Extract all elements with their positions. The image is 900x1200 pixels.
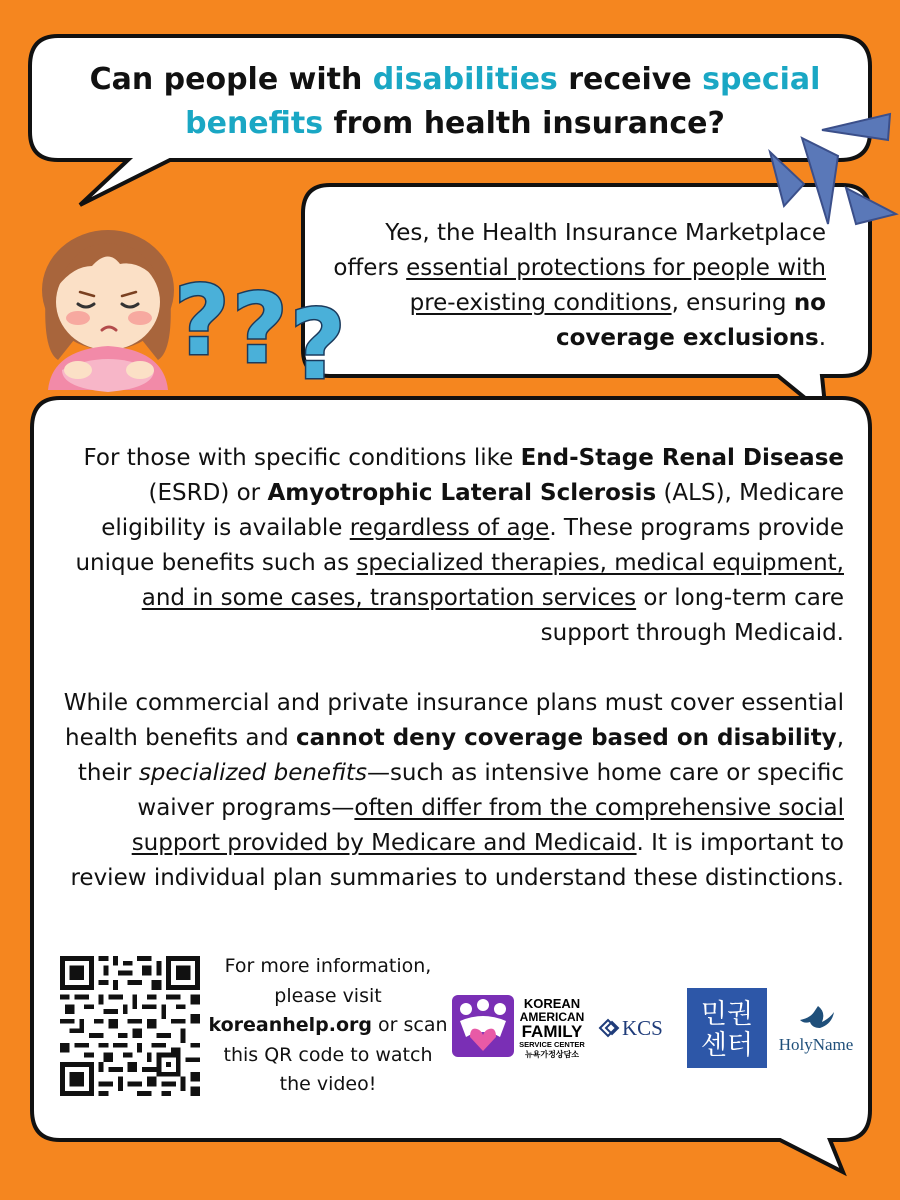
koreanhelp-link[interactable]: koreanhelp.org [208,1014,372,1036]
answer-text: Yes, the Health Insurance Marketplace offers essential protections for people with pre-existing conditions, ensuring no coverage exclusions. [333,220,826,351]
svg-text:?: ? [290,289,346,392]
underline-regardless-of-age: regardless of age [349,515,550,541]
qr-code-icon[interactable] [60,956,200,1096]
kafsc-line-5: 뉴욕가정상담소 [524,1050,580,1059]
kafsc-line-4: SERVICE CENTER [519,1040,585,1049]
mk-bottom-label: 센터 [700,1030,754,1061]
worried-girl-icon [22,220,192,400]
kafsc-line-1: KOREAN [523,996,581,1011]
holyname-logo [770,1002,862,1058]
details-text [60,441,844,896]
details-paragraph-2: While commercial and private insurance plans must cover essential health benefits and cannot deny coverage based on disability, their specialized benefits—such as intensive home care or specific waiver programs—often differ from the comprehensive social support provided by Medicare and Medicaid. It is important to review individual plan summaries to understand these distinctions. [63,690,844,891]
details-paragraph-1: For those with specific conditions like End-Stage Renal Disease (ESRD) or Amyotrophic Lateral Sclerosis (ALS), Medicare eligibility is available regardless of age. These programs provide unique benefits such as specialized therapies, medical equipment, and in some cases, transportation services or long-term care support through Medicaid. [75,445,844,646]
kafsc-line-2: AMERICAN [519,1010,585,1024]
underline-specialized-therapies: specialized therapies, medical equipment, and in some cases, transportation services [141,550,844,611]
highlight-special-benefits: special benefits [185,62,821,141]
italic-specialized-benefits: specialized benefits [138,760,367,786]
kafsc-logo [450,993,590,1061]
question-title: Can people with disabilities receive special benefits from health insurance? [89,62,821,141]
mk-top-label: 민권 [700,999,754,1030]
holyname-label: HolyName [778,1035,854,1054]
highlight-disabilities: disabilities [372,62,558,97]
svg-text:?: ? [174,265,230,377]
bold-als: Amyotrophic Lateral Sclerosis [267,480,657,506]
bold-cannot-deny: cannot deny coverage based on disability [295,725,837,751]
kafsc-line-3: FAMILY [521,1022,583,1041]
underline-protections: essential protections for people with pre-existing conditions [406,255,826,316]
svg-text:?: ? [232,273,288,385]
kcs-logo [596,1012,680,1044]
kcs-label: KCS [622,1016,663,1040]
bold-no-exclusions: no coverage exclusions [555,290,826,351]
underline-often-differ: often differ from the comprehensive social support provided by Medicare and Medicaid [131,795,844,856]
mk-center-logo [687,988,767,1068]
more-info-text: For more information, please visit koreanhelp.org or scan this QR code to watch the video! [208,955,448,1095]
bold-esrd: End-Stage Renal Disease [520,445,844,471]
